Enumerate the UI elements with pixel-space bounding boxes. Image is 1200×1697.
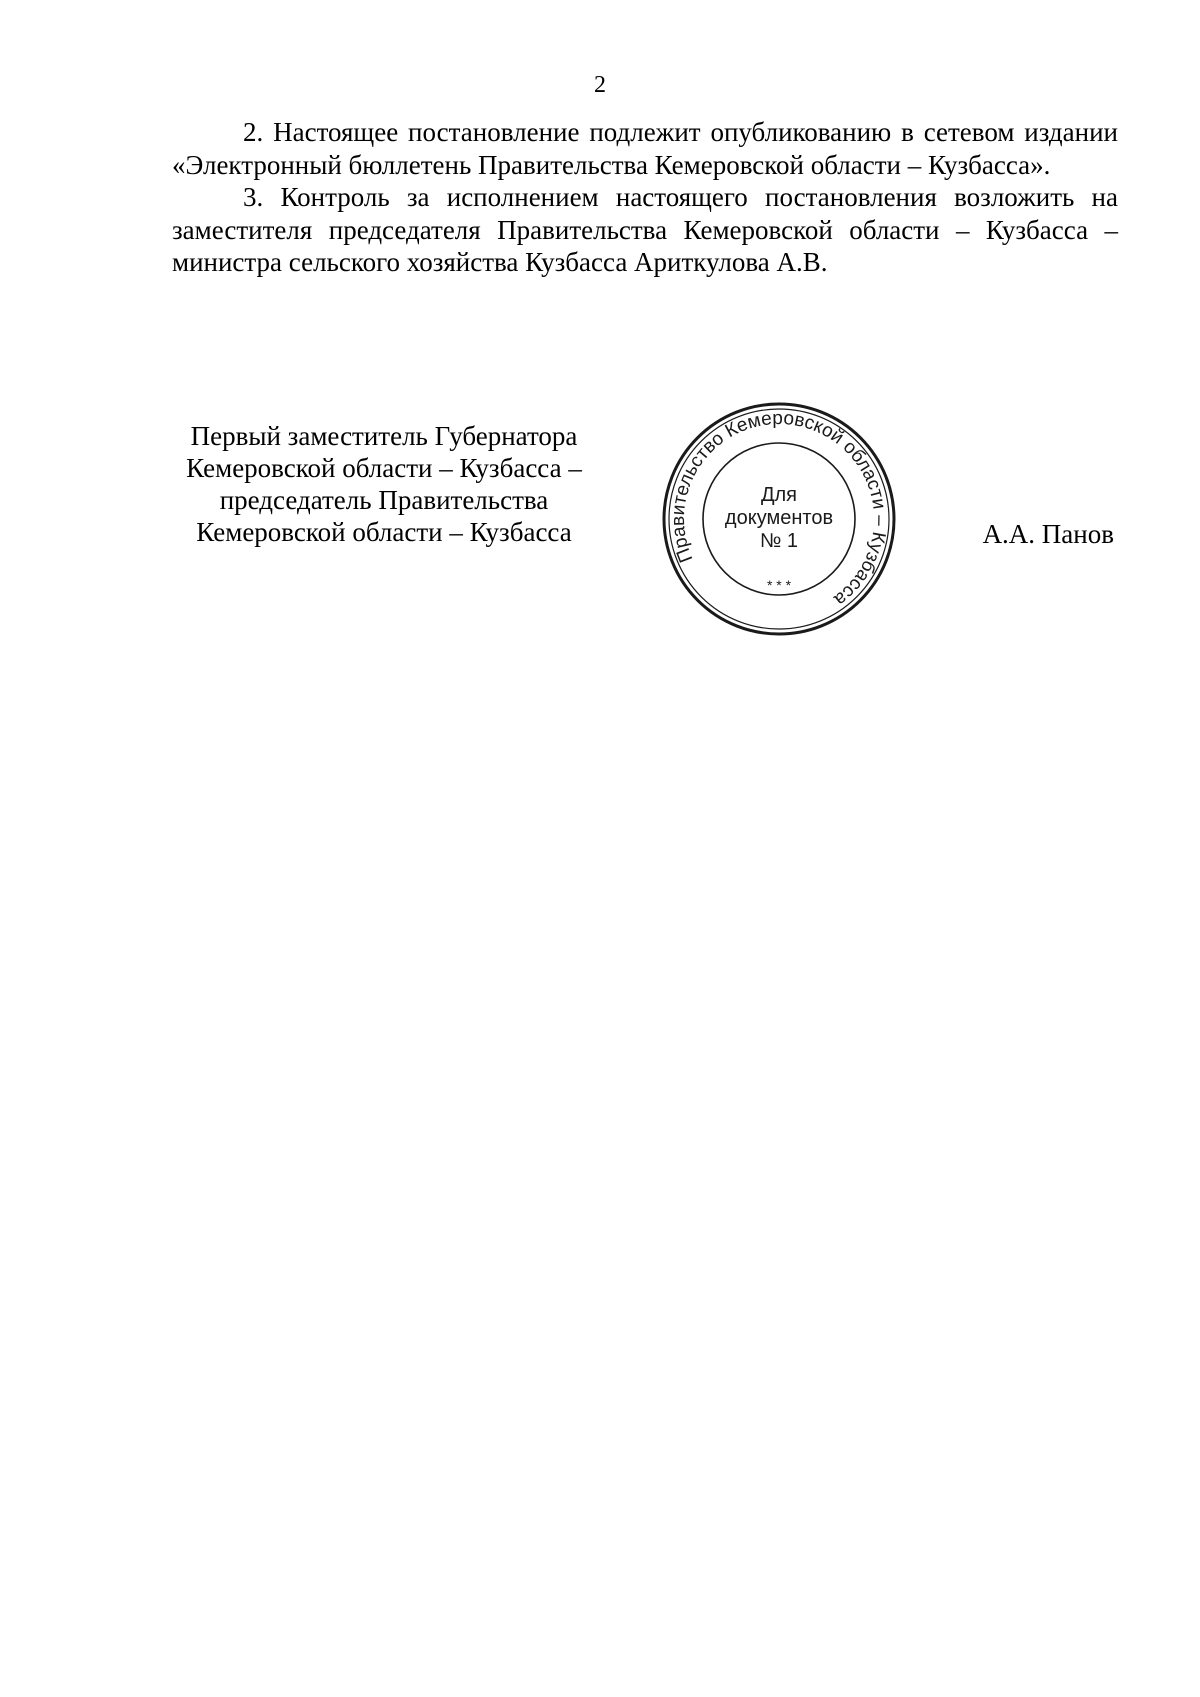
signatory-title xyxy=(164,420,604,548)
page-number: 2 xyxy=(594,72,606,98)
signatory-title-line: Первый заместитель Губернатора xyxy=(190,421,578,451)
paragraph-control: 3. Контроль за исполнением настоящего постановления возложить на заместителя председателя Правительства Кемеровской области – Кузбасса – министра сельского хозяйства Кузбасса Ариткулова А.В. xyxy=(172,182,1118,277)
signatory-title-line: председатель Правительства xyxy=(219,485,549,515)
document-body xyxy=(172,116,1118,279)
signatory-title-line: Кемеровской области – Кузбасса xyxy=(196,517,572,547)
stamp-stars: * * * xyxy=(766,577,792,593)
signer-name: А.А. Панов xyxy=(982,519,1114,549)
stamp-ring-text: Правительство Кемеровской области – Кузбасса xyxy=(667,407,891,610)
paragraph-publication: 2. Настоящее постановление подлежит опубликованию в сетевом издании «Электронный бюллетень Правительства Кемеровской области – Кузбасса». xyxy=(172,117,1118,180)
official-stamp xyxy=(660,400,898,638)
stamp-seal xyxy=(660,400,898,638)
stamp-center-line: документов xyxy=(724,507,834,529)
signatory-title-line: Кемеровской области – Кузбасса – xyxy=(186,453,582,483)
stamp-center-line: № 1 xyxy=(759,530,799,552)
stamp-center-line: Для xyxy=(760,484,798,506)
